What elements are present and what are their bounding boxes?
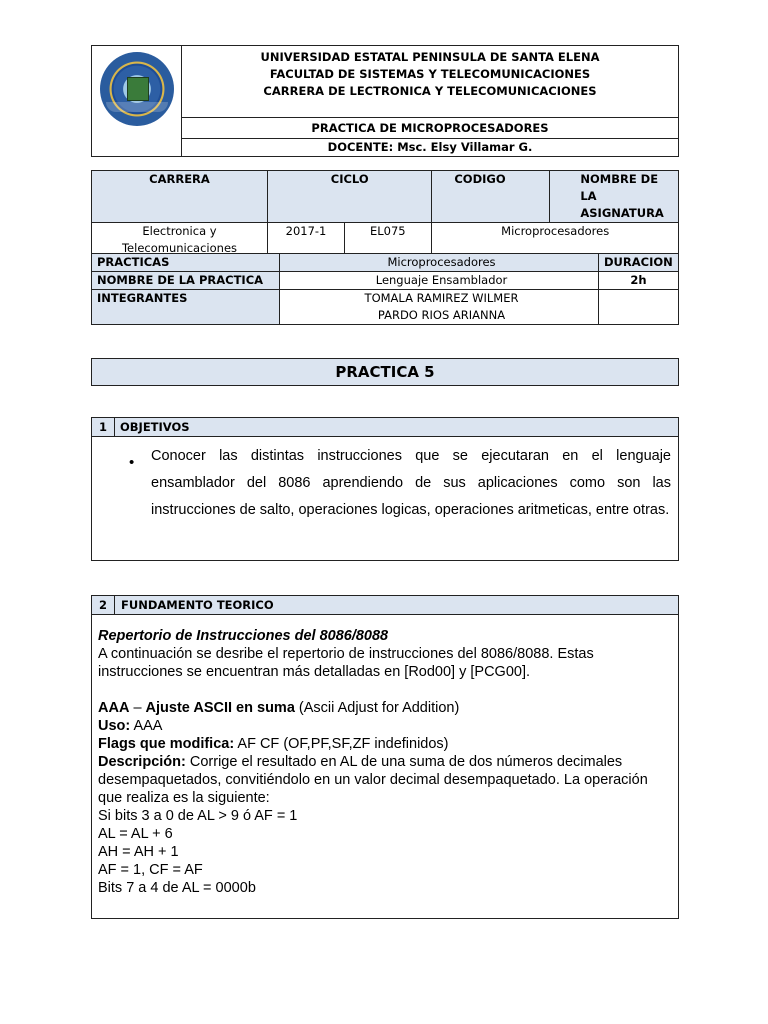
- theory-section: [91, 595, 679, 919]
- section-number: 2: [92, 596, 115, 614]
- course-title: PRACTICA DE MICROPROCESADORES: [311, 121, 549, 135]
- integrantes-value: [280, 290, 599, 325]
- integrante-1: TOMALA RAMIREZ WILMER: [364, 291, 519, 305]
- header-table: [91, 45, 679, 157]
- header-carrera: CARRERA: [92, 171, 268, 223]
- objectives-header: [92, 418, 678, 437]
- uso-line: Uso: AAA: [98, 718, 163, 734]
- theory-body: [92, 615, 678, 905]
- header-codigo: CODIGO: [432, 171, 550, 223]
- label-duracion: DURACION: [599, 254, 679, 272]
- faculty-name: FACULTAD DE SISTEMAS Y TELECOMUNICACIONES: [269, 67, 591, 81]
- teacher-name: DOCENTE: Msc. Elsy Villamar G.: [327, 140, 533, 154]
- operation-line-5: Bits 7 a 4 de AL = 0000b: [98, 880, 256, 896]
- career-name: CARRERA DE LECTRONICA Y TELECOMUNICACIONES: [263, 84, 597, 98]
- header-ciclo: CICLO: [268, 171, 432, 223]
- logo-chip-icon: [127, 77, 149, 101]
- theory-subtitle: Repertorio de Instrucciones del 8086/8088: [98, 628, 389, 644]
- integrante-2: PARDO RIOS ARIANNA: [377, 308, 506, 322]
- codigo-value: EL075: [345, 223, 432, 258]
- objective-text: Conocer las distintas instrucciones que se ejecutaran en el lenguaje ensamblador del 8086 aprendiendo de sus aplicaciones como son las instrucciones de salto, operaciones logicas, operaciones aritmeticas, entre otras.: [151, 448, 671, 518]
- university-name: UNIVERSIDAD ESTATAL PENINSULA DE SANTA ELENA: [260, 50, 600, 64]
- theory-intro: A continuación se desribe el repertorio de instrucciones del 8086/8088. Estas instrucciones se encuentran más detalladas en [Rod00] y [PCG00].: [98, 646, 594, 680]
- flags-line: Flags que modifica: AF CF (OF,PF,SF,ZF indefinidos): [98, 736, 449, 752]
- section-title: OBJETIVOS: [120, 420, 190, 434]
- section-number: 1: [92, 418, 115, 436]
- description-line: Descripción: Corrige el resultado en AL de una suma de dos números decimales desempaquetados, convitiéndolo en un valor decimal desempaquetado. La operación que realiza es la siguiente:: [98, 754, 648, 806]
- practice-info-table: [91, 253, 679, 325]
- ciclo-value: 2017-1: [268, 223, 345, 258]
- section-title: FUNDAMENTO TEORICO: [121, 598, 274, 612]
- label-practicas: PRACTICAS: [92, 254, 280, 272]
- carrera-value: Electronica y Telecomunicaciones: [92, 223, 268, 258]
- nombre-practica-value: Lenguaje Ensamblador: [280, 272, 599, 290]
- label-integrantes: INTEGRANTES: [92, 290, 280, 325]
- operation-line-2: AL = AL + 6: [98, 826, 173, 842]
- logo-cell: [92, 46, 182, 157]
- practice-title: PRACTICA 5: [91, 358, 679, 386]
- asignatura-value: Microprocesadores: [432, 223, 679, 258]
- aaa-heading: AAA – Ajuste ASCII en suma (Ascii Adjust for Addition): [98, 700, 460, 716]
- operation-line-1: Si bits 3 a 0 de AL > 9 ó AF = 1: [98, 808, 298, 824]
- operation-line-3: AH = AH + 1: [98, 844, 179, 860]
- subject-info-table: [91, 170, 679, 258]
- header-asignatura: NOMBRE DE LA ASIGNATURA: [550, 171, 679, 223]
- bullet-icon: •: [129, 454, 135, 471]
- objectives-section: [91, 417, 679, 561]
- label-nombre-practica: NOMBRE DE LA PRACTICA: [92, 272, 280, 290]
- theory-header: [92, 596, 678, 615]
- operation-line-4: AF = 1, CF = AF: [98, 862, 203, 878]
- duracion-value: 2h: [599, 272, 679, 290]
- university-logo: [100, 52, 174, 126]
- header-titles: [182, 46, 679, 118]
- practicas-value: Microprocesadores: [280, 254, 599, 272]
